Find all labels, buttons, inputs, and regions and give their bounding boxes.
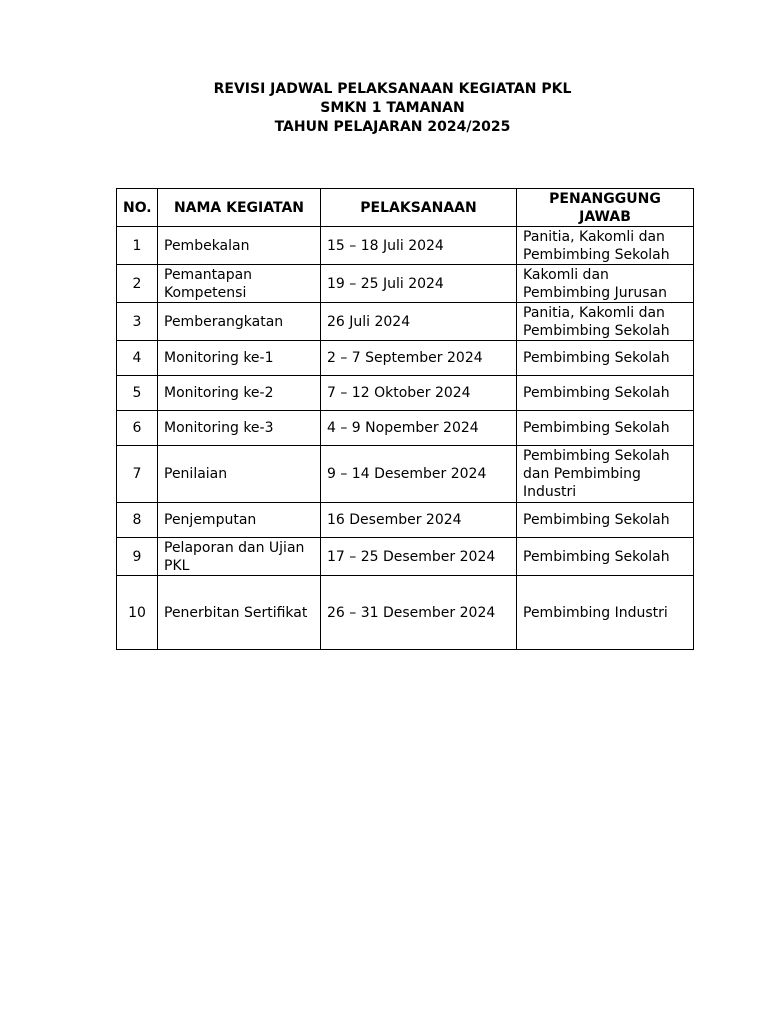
cell-pelaksanaan: 26 – 31 Desember 2024 [321,576,517,650]
cell-nama-kegiatan: Penilaian [158,446,321,503]
cell-penanggung-jawab: Panitia, Kakomli dan Pembimbing Sekolah [517,227,694,265]
cell-no: 4 [117,341,158,376]
schedule-table [116,188,694,650]
cell-penanggung-jawab: Pembimbing Sekolah [517,376,694,411]
table-row [117,538,694,576]
cell-pelaksanaan: 4 – 9 Nopember 2024 [321,411,517,446]
table-header-row [117,189,694,227]
cell-no: 6 [117,411,158,446]
table-row [117,303,694,341]
title-line-1: REVISI JADWAL PELAKSANAAN KEGIATAN PKL [213,81,572,97]
cell-penanggung-jawab: Panitia, Kakomli dan Pembimbing Sekolah [517,303,694,341]
cell-penanggung-jawab: Pembimbing Industri [517,576,694,650]
table-row [117,503,694,538]
cell-penanggung-jawab: Pembimbing Sekolah [517,411,694,446]
cell-pelaksanaan: 2 – 7 September 2024 [321,341,517,376]
document-title [0,80,768,137]
cell-pelaksanaan: 9 – 14 Desember 2024 [321,446,517,503]
cell-no: 7 [117,446,158,503]
cell-nama-kegiatan: Monitoring ke-1 [158,341,321,376]
table-row [117,341,694,376]
table-row [117,376,694,411]
cell-nama-kegiatan: Pemantapan Kompetensi [158,265,321,303]
header-nama-kegiatan: NAMA KEGIATAN [158,189,321,227]
cell-no: 9 [117,538,158,576]
cell-pelaksanaan: 7 – 12 Oktober 2024 [321,376,517,411]
header-penanggung-jawab: PENANGGUNG JAWAB [517,189,694,227]
cell-nama-kegiatan: Monitoring ke-3 [158,411,321,446]
cell-penanggung-jawab: Pembimbing Sekolah [517,538,694,576]
cell-penanggung-jawab: Kakomli dan Pembimbing Jurusan [517,265,694,303]
cell-nama-kegiatan: Monitoring ke-2 [158,376,321,411]
cell-no: 2 [117,265,158,303]
table-row [117,576,694,650]
cell-nama-kegiatan: Pelaporan dan Ujian PKL [158,538,321,576]
cell-no: 8 [117,503,158,538]
title-line-3: TAHUN PELAJARAN 2024/2025 [274,119,511,135]
header-pelaksanaan: PELAKSANAAN [321,189,517,227]
title-line-2: SMKN 1 TAMANAN [320,100,465,116]
cell-no: 1 [117,227,158,265]
cell-nama-kegiatan: Pemberangkatan [158,303,321,341]
cell-no: 5 [117,376,158,411]
table-row [117,446,694,503]
cell-no: 10 [117,576,158,650]
cell-nama-kegiatan: Pembekalan [158,227,321,265]
cell-pelaksanaan: 15 – 18 Juli 2024 [321,227,517,265]
table-row [117,411,694,446]
cell-pelaksanaan: 19 – 25 Juli 2024 [321,265,517,303]
table-row [117,227,694,265]
cell-pelaksanaan: 16 Desember 2024 [321,503,517,538]
cell-pelaksanaan: 17 – 25 Desember 2024 [321,538,517,576]
cell-penanggung-jawab: Pembimbing Sekolah [517,503,694,538]
cell-pelaksanaan: 26 Juli 2024 [321,303,517,341]
header-no: NO. [117,189,158,227]
cell-nama-kegiatan: Penerbitan Sertifikat [158,576,321,650]
cell-penanggung-jawab: Pembimbing Sekolah dan Pembimbing Industri [517,446,694,503]
cell-no: 3 [117,303,158,341]
table-row [117,265,694,303]
cell-penanggung-jawab: Pembimbing Sekolah [517,341,694,376]
cell-nama-kegiatan: Penjemputan [158,503,321,538]
